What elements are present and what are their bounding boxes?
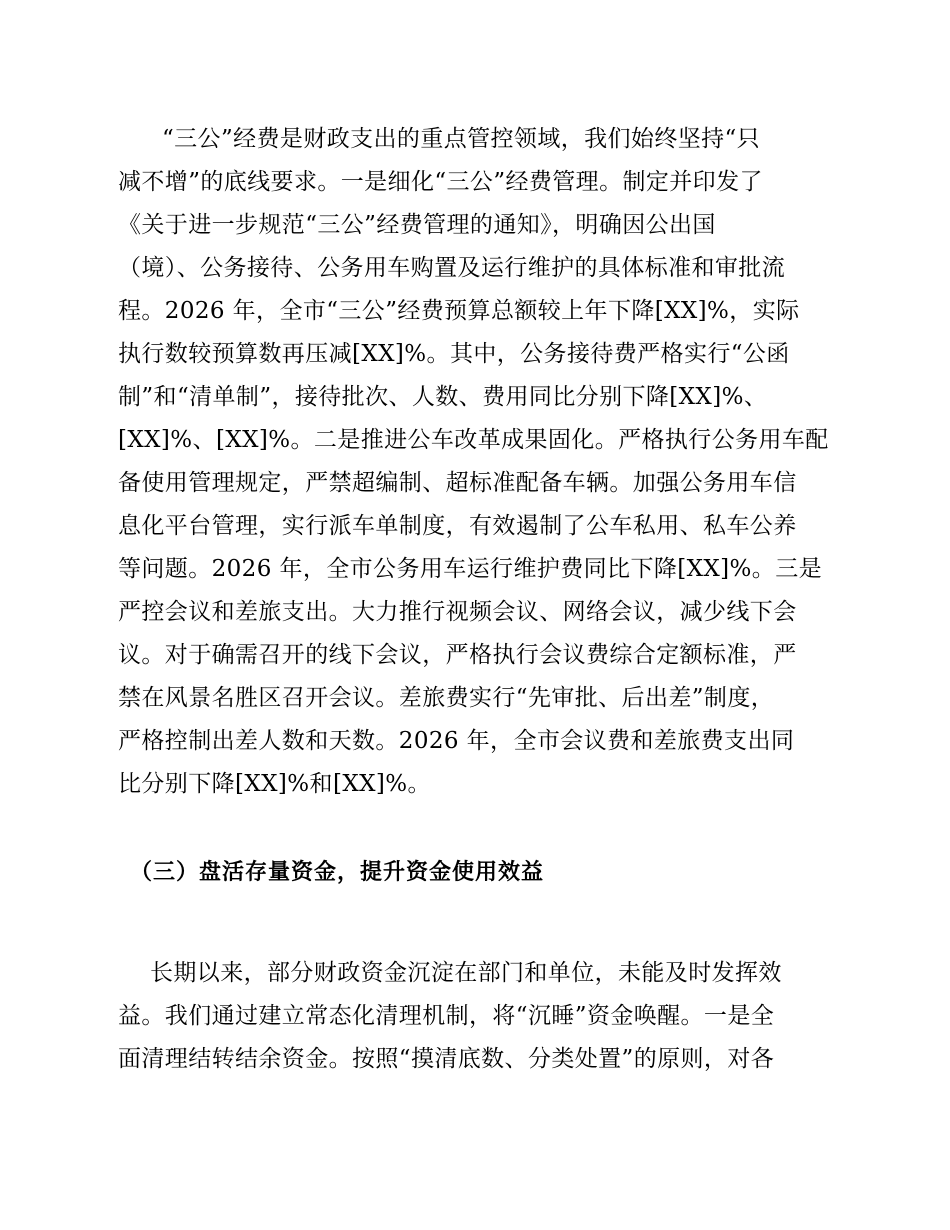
- text-line: 长期以来，部分财政资金沉淀在部门和单位，未能及时发挥效: [150, 960, 782, 986]
- text-line: 禁在风景名胜区召开会议。差旅费实行“先审批、后出差”制度，: [118, 685, 775, 711]
- text-line: 备使用管理规定，严禁超编制、超标准配备车辆。加强公务用车信: [118, 470, 797, 496]
- text-line: 面清理结转结余资金。按照“摸清底数、分类处置”的原则，对各: [118, 1046, 775, 1072]
- text-line: 程。2026 年，全市“三公”经费预算总额较上年下降[XX]%，实际: [118, 298, 800, 324]
- text-line: 严格控制出差人数和天数。2026 年，全市会议费和差旅费支出同: [118, 728, 795, 754]
- text-line: [XX]%、[XX]%。二是推进公车改革成果固化。严格执行公务用车配: [118, 427, 829, 453]
- text-line: 《关于进一步规范“三公”经费管理的通知》，明确因公出国: [118, 212, 716, 238]
- text-line: 比分别下降[XX]%和[XX]%。: [118, 771, 431, 797]
- text-line: 议。对于确需召开的线下会议，严格执行会议费综合定额标准，严: [118, 642, 797, 668]
- text-line: （境）、公务接待、公务用车购置及运行维护的具体标准和审批流: [118, 255, 786, 281]
- text-line: 制”和“清单制”，接待批次、人数、费用同比分别下降[XX]%、: [118, 384, 768, 410]
- text-line: 益。我们通过建立常态化清理机制，将“沉睡”资金唤醒。一是全: [118, 1003, 775, 1029]
- text-line: “三公”经费是财政支出的重点管控领域，我们始终坚持“只: [162, 126, 761, 152]
- section-heading: （三）盘活存量资金，提升资金使用效益: [130, 860, 545, 885]
- text-line: 减不增”的底线要求。一是细化“三公”经费管理。制定并印发了: [118, 169, 763, 195]
- text-line: 等问题。2026 年，全市公务用车运行维护费同比下降[XX]%。三是: [118, 556, 822, 582]
- text-line: 息化平台管理，实行派车单制度，有效遏制了公车私用、私车公养: [118, 513, 797, 539]
- text-line: 严控会议和差旅支出。大力推行视频会议、网络会议，减少线下会: [118, 599, 797, 625]
- text-line: 执行数较预算数再压减[XX]%。其中，公务接待费严格实行“公函: [118, 341, 790, 367]
